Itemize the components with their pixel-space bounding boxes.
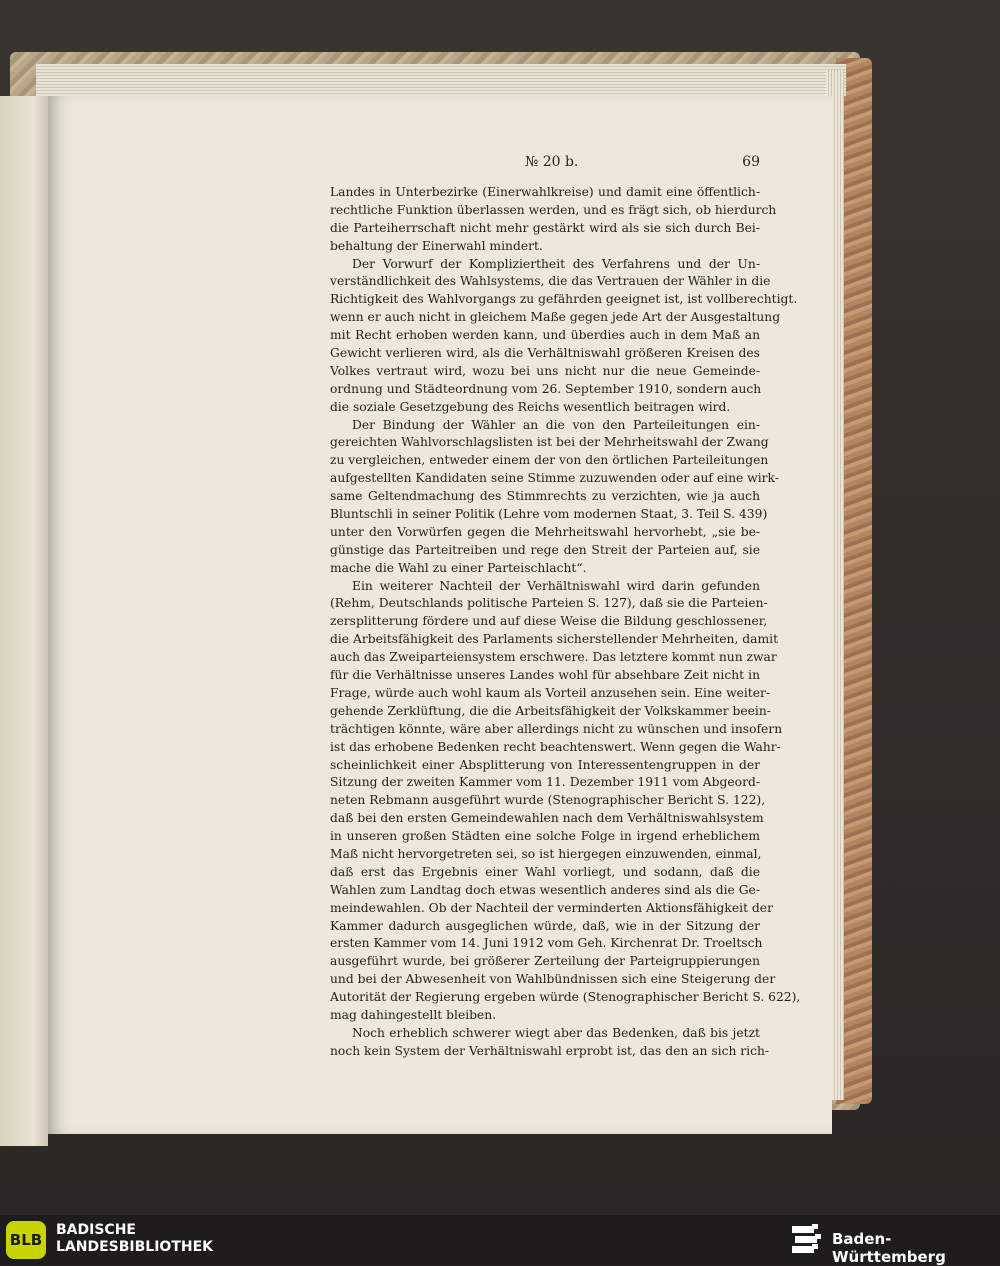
text-line: daß bei den ersten Gemeindewahlen nach dem Verhältniswahlsystem xyxy=(330,811,764,826)
running-header xyxy=(330,154,760,176)
text-line: aufgestellten Kandidaten seine Stimme zuzuwenden oder auf eine wirk- xyxy=(330,471,779,486)
text-line: Maß nicht hervorgetreten sei, so ist hiergegen einzuwenden, einmal, xyxy=(330,846,762,861)
text-line: ordnung und Städteordnung vom 26. September 1910, sondern auch xyxy=(330,381,762,396)
text-line: neten Rebmann ausgeführt wurde (Stenographischer Bericht S. 122), xyxy=(330,793,766,808)
text-line: Frage, würde auch wohl kaum als Vorteil anzusehen sein. Eine weiter- xyxy=(330,685,771,700)
text-line: für die Verhältnisse unseres Landes wohl für absehbare Zeit nicht in xyxy=(330,668,760,683)
text-line: wenn er auch nicht in gleichem Maße gegen jede Art der Ausgestaltung xyxy=(330,310,781,325)
text-line: Wahlen zum Landtag doch etwas wesentlich anderes sind als die Ge- xyxy=(330,882,760,897)
text-line: die Parteiherrschaft nicht mehr gestärkt wird als sie sich durch Bei- xyxy=(330,220,760,235)
text-line: Autorität der Regierung ergeben würde (Stenographischer Bericht S. 622), xyxy=(330,990,801,1005)
text-line: zu vergleichen, entweder einem der von den örtlichen Parteileitungen xyxy=(330,453,769,468)
text-line: gereichten Wahlvorschlagslisten ist bei der Mehrheitswahl der Zwang xyxy=(330,435,769,450)
text-line: daß erst das Ergebnis einer Wahl vorliegt, und sodann, daß die xyxy=(330,864,760,879)
text-line: Volkes vertraut wird, wozu bei uns nicht nur die neue Gemeinde- xyxy=(330,363,760,378)
text-line: gehende Zerklüftung, die die Arbeitsfähigkeit der Volkskammer beein- xyxy=(330,703,771,718)
text-line: behaltung der Einerwahl mindert. xyxy=(330,238,543,253)
text-line: ist das erhobene Bedenken recht beachtenswert. Wenn gegen die Wahr- xyxy=(330,739,781,754)
bw-lions-icon xyxy=(790,1223,822,1257)
text-line: mache die Wahl zu einer Parteischlacht“. xyxy=(330,560,587,575)
text-line: mag dahingestellt bleiben. xyxy=(330,1007,497,1022)
text-line: unter den Vorwürfen gegen die Mehrheitswahl hervorhebt, „sie be- xyxy=(330,524,760,539)
text-line: Noch erheblich schwerer wiegt aber das Bedenken, daß bis jetzt xyxy=(352,1025,760,1040)
text-line: Landes in Unterbezirke (Einerwahlkreise) und damit eine öffentlich- xyxy=(330,185,760,199)
footer-bar xyxy=(0,1215,1000,1265)
text-line: in unseren großen Städten eine solche Folge in irgend erheblichem xyxy=(330,829,760,844)
blb-logo[interactable]: BLB xyxy=(6,1221,46,1259)
text-line: same Geltendmachung des Stimmrechts zu verzichten, wie ja auch xyxy=(330,489,760,504)
blb-name-line1: BADISCHE xyxy=(56,1222,136,1238)
text-line: noch kein System der Verhältniswahl erprobt ist, das den an sich rich- xyxy=(330,1043,770,1058)
text-line: Richtigkeit des Wahlvorgangs zu gefährden geeignet ist, ist vollberechtigt. xyxy=(330,292,798,307)
text-line: Ein weiterer Nachteil der Verhältniswahl wird darin gefunden xyxy=(352,578,760,593)
text-line: die Arbeitsfähigkeit des Parlaments sicherstellender Mehrheiten, damit xyxy=(330,632,779,647)
text-line: scheinlichkeit einer Absplitterung von Interessentengruppen in der xyxy=(330,757,760,772)
text-line: günstige das Parteitreiben und rege den Streit der Parteien auf, sie xyxy=(330,542,760,557)
bw-label[interactable]: Baden-Württemberg xyxy=(832,1230,946,1266)
text-line: meindewahlen. Ob der Nachteil der verminderten Aktionsfähigkeit der xyxy=(330,900,773,915)
text-line: Kammer dadurch ausgeglichen würde, daß, wie in der Sitzung der xyxy=(330,918,760,933)
text-line: trächtigen könnte, wäre aber allerdings nicht zu wünschen und insofern xyxy=(330,721,783,736)
text-line: Gewicht verlieren wird, als die Verhältniswahl größeren Kreisen des xyxy=(330,346,760,361)
document-number: № 20 b. xyxy=(525,154,579,170)
blb-name[interactable] xyxy=(56,1222,213,1256)
body-text xyxy=(330,184,801,1061)
book-page xyxy=(48,96,832,1134)
text-line: verständlichkeit des Wahlsystems, die das Vertrauen der Wähler in die xyxy=(330,274,771,289)
text-line: die soziale Gesetzgebung des Reichs wesentlich beitragen wird. xyxy=(330,399,731,414)
blb-name-line2: LANDESBIBLIOTHEK xyxy=(56,1239,214,1255)
page-number: 69 xyxy=(742,154,760,170)
text-line: ausgeführt wurde, bei größerer Zerteilung der Parteigruppierungen xyxy=(330,954,760,969)
text-line: mit Recht erhoben werden kann, und überdies auch in dem Maß an xyxy=(330,328,760,343)
text-line: Bluntschli in seiner Politik (Lehre vom modernen Staat, 3. Teil S. 439) xyxy=(330,507,768,522)
text-line: auch das Zweiparteiensystem erschwere. Das letztere kommt nun zwar xyxy=(330,650,777,665)
text-line: Der Vorwurf der Kompliziertheit des Verfahrens und der Un- xyxy=(352,256,760,271)
text-line: zersplitterung fördere und auf diese Weise die Bildung geschlossener, xyxy=(330,614,768,629)
page-stack-top xyxy=(36,64,846,96)
facing-page xyxy=(0,96,48,1146)
text-line: Sitzung der zweiten Kammer vom 11. Dezember 1911 vom Abgeord- xyxy=(330,775,760,790)
text-line: (Rehm, Deutschlands politische Parteien S. 127), daß sie die Parteien- xyxy=(330,596,768,611)
text-line: Der Bindung der Wähler an die von den Parteileitungen ein- xyxy=(352,417,760,432)
text-line: rechtliche Funktion überlassen werden, und es frägt sich, ob hierdurch xyxy=(330,202,777,217)
text-line: ersten Kammer vom 14. Juni 1912 vom Geh. Kirchenrat Dr. Troeltsch xyxy=(330,936,763,951)
text-line: und bei der Abwesenheit von Wahlbündnissen sich eine Steigerung der xyxy=(330,972,776,987)
